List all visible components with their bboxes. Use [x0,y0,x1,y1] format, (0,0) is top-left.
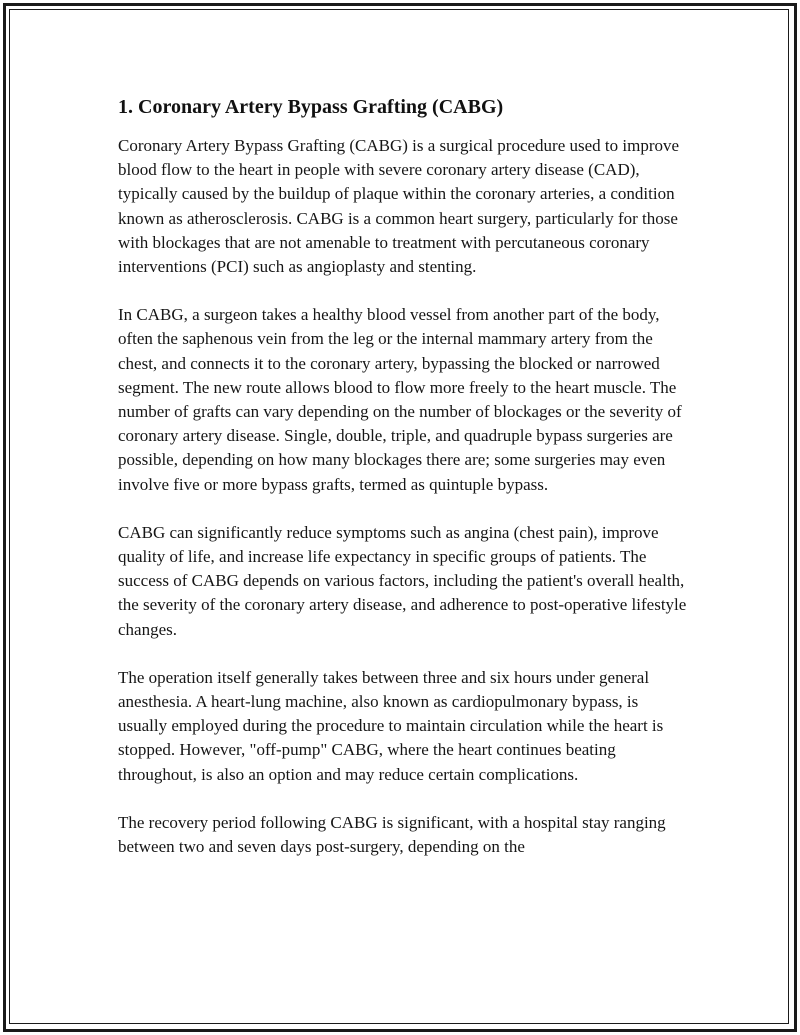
paragraph-5: The recovery period following CABG is significant, with a hospital stay ranging between two and seven days post-surgery, depending on the [118,812,666,857]
paragraph-3: CABG can significantly reduce symptoms such as angina (chest pain), improve quality of life, and increase life expectancy in specific groups of patients. The success of CABG depends on various factors, including the patient's overall health, the severity of the coronary artery disease, and adherence to post-operative lifestyle changes. [118,522,687,639]
document-body [118,94,688,883]
section-heading: 1. Coronary Artery Bypass Grafting (CABG) [118,96,504,118]
paragraph-4: The operation itself generally takes between three and six hours under general anesthesia. A heart-lung machine, also known as cardiopulmonary bypass, is usually employed during the procedure to maintain circulation while the heart is stopped. However, "off-pump" CABG, where the heart continues beating throughout, is also an option and may reduce certain complications. [118,667,664,784]
paragraph-2: In CABG, a surgeon takes a healthy blood vessel from another part of the body, often the saphenous vein from the leg or the internal mammary artery from the chest, and connects it to the coronary artery, bypassing the blocked or narrowed segment. The new route allows blood to flow more freely to the heart muscle. The number of grafts can vary depending on the number of blockages or the severity of coronary artery disease. Single, double, triple, and quadruple bypass surgeries are possible, depending on how many blockages there are; some surgeries may even involve five or more bypass grafts, termed as quintuple bypass. [118,305,682,494]
paragraph-1: Coronary Artery Bypass Grafting (CABG) is a surgical procedure used to improve blood flow to the heart in people with severe coronary artery disease (CAD), typically caused by the buildup of plaque within the coronary arteries, a condition known as atherosclerosis. CABG is a common heart surgery, particularly for those with blockages that are not amenable to treatment with percutaneous coronary interventions (PCI) such as angioplasty and stenting. [118,136,680,277]
